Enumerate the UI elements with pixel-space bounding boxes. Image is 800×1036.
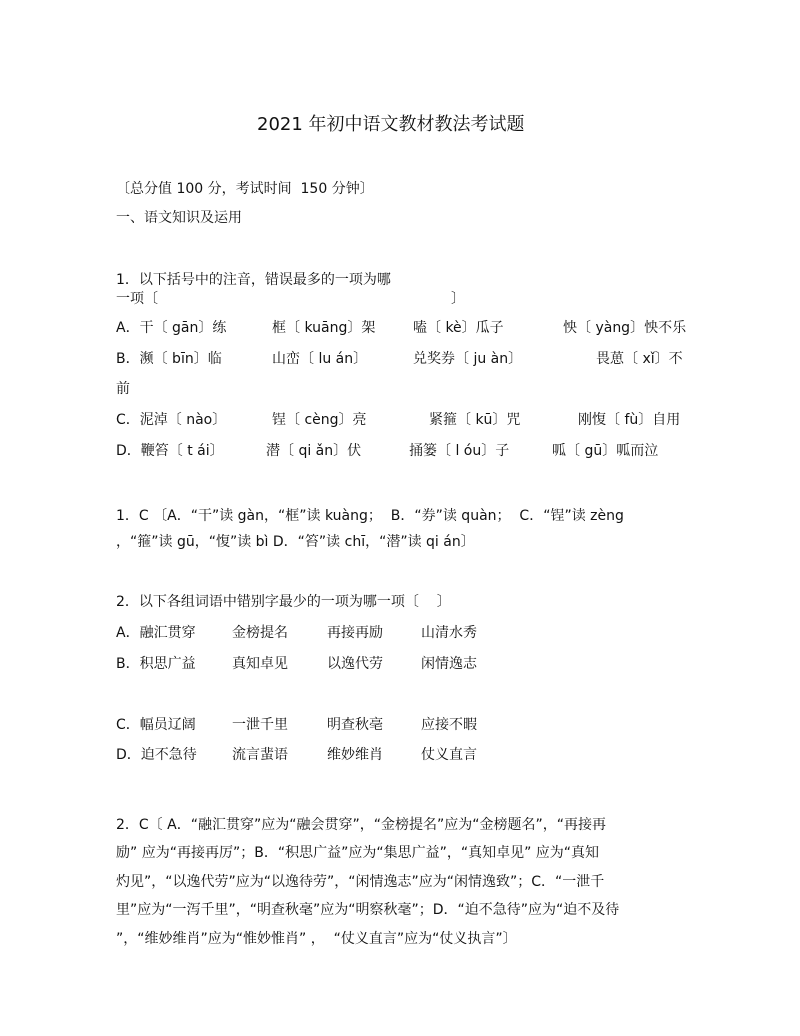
option-b-item: 以逸代劳 (327, 656, 383, 672)
option-d-item: 捅篓〔 l óu〕子 (409, 443, 510, 459)
option-d-item: 潜〔 qi ǎn〕伏 (266, 443, 362, 459)
option-b-item: B．濒〔 bīn〕临 (116, 351, 222, 367)
option-d-item: 呱〔 gū〕呱而泣 (552, 443, 659, 459)
option-a-item: 嗑〔 kè〕瓜子 (413, 320, 504, 336)
option-c-item: 刚愎〔 fù〕自用 (578, 412, 681, 428)
answer-line: ”，“维妙维肖”应为“惟妙惟肖” ， “仗义直言”应为“仗义执言”〕 (116, 931, 517, 947)
option-a-item: A．干〔 gān〕练 (116, 320, 227, 336)
option-d-item: 仗义直言 (421, 747, 477, 763)
option-a-item: 金榜提名 (232, 625, 288, 641)
answer-line: 里”应为“一泻千里”，“明查秋毫”应为“明察秋毫”；D．“迫不急待”应为“迫不及待 (116, 902, 620, 918)
option-b-item: 闲情逸志 (421, 656, 477, 672)
option-c-item: 锃〔 cèng〕亮 (272, 412, 367, 428)
question-stem: 1．以下括号中的注音，错误最多的一项为哪 (116, 272, 391, 288)
answer-line: 2．C〔 A．“融汇贯穿”应为“融会贯穿”，“金榜提名”应为“金榜题名”，“再接再 (116, 817, 606, 833)
option-a-item: A．融汇贯穿 (116, 625, 196, 641)
option-d-item: D．迫不急待 (116, 747, 197, 763)
option-a-item: 怏〔 yàng〕怏不乐 (563, 320, 687, 336)
option-c-item: 紧箍〔 kū〕咒 (429, 412, 521, 428)
answer-line: 灼见”，“以逸代劳”应为“以逸待劳”，“闲情逸志”应为“闲情逸致”；C．“一泄千 (116, 874, 605, 890)
option-c-item: 应接不暇 (421, 717, 477, 733)
option-a-item: 框〔 kuāng〕架 (272, 320, 376, 336)
option-c-item: 明查秋亳 (327, 717, 383, 733)
option-b-item: 山峦〔 lu án〕 (272, 351, 368, 367)
section-heading: 一、语文知识及运用 (116, 210, 242, 226)
option-b-item: 畏葸〔 xǐ〕不 (596, 351, 683, 367)
question-stem: 2．以下各组词语中错别字最少的一项为哪一项〔 〕 (116, 594, 451, 610)
option-c-item: 一泄千里 (232, 717, 288, 733)
option-d-item: 维妙维肖 (327, 747, 383, 763)
option-c-item: C．幅员辽阔 (116, 717, 196, 733)
option-c-item: C．泥淖〔 nào〕 (116, 412, 227, 428)
option-b-item: B．积思广益 (116, 656, 196, 672)
answer-line: 励” 应为“再接再厉”；B．“积思广益”应为“集思广益”，“真知卓见” 应为“真知 (116, 845, 600, 861)
question-stem: 一项〔 (116, 291, 158, 307)
option-b-wrap: 前 (116, 381, 130, 397)
doc-title: 2021 年初中语文教材教法考试题 (257, 114, 525, 135)
option-d-item: D．鞭笞〔 t ái〕 (116, 443, 224, 459)
option-a-item: 山清水秀 (421, 625, 477, 641)
option-b-item: 兑奖券〔 ju àn〕 (413, 351, 523, 367)
doc-subtitle: 〔总分值 100 分，考试时间 150 分钟〕 (116, 181, 374, 197)
option-a-item: 再接再励 (327, 625, 383, 641)
answer-line: ，“箍”读 gū，“愎”读 bì D．“笞”读 chī，“潜”读 qi án〕 (116, 534, 475, 550)
option-d-item: 流言蜚语 (232, 747, 288, 763)
option-b-item: 真知卓见 (232, 656, 288, 672)
answer-line: 1．C 〔A．“干”读 gàn，“框”读 kuàng； B．“券”读 quàn； C．“锃”读 zèng (116, 508, 624, 524)
answer-bracket: 〕 (451, 291, 465, 307)
